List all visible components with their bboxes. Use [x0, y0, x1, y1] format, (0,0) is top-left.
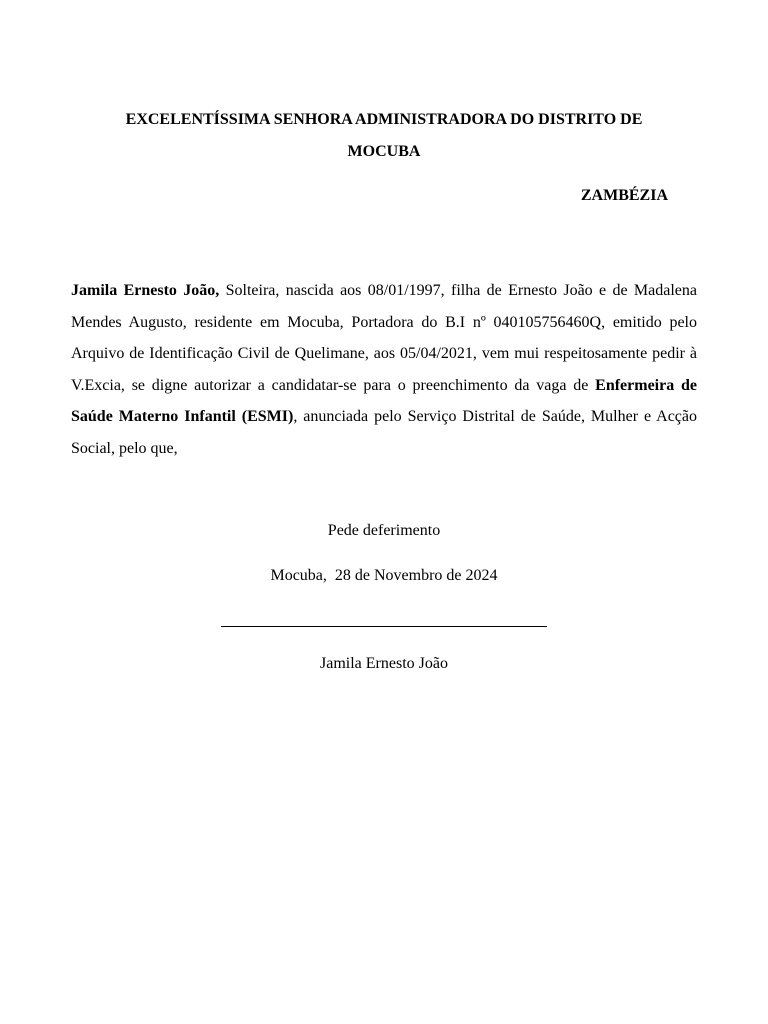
addressee-line-2: MOCUBA [347, 143, 421, 160]
signature-name: Jamila Ernesto João [320, 655, 448, 672]
province-heading: ZAMBÉZIA [580, 187, 668, 204]
applicant-name: Jamila Ernesto João, [71, 282, 220, 299]
signature-line [221, 626, 547, 627]
request-paragraph [71, 275, 697, 464]
paragraph-text-part-2: , anunciada pelo Serviço Distrital de Saúde, Mulher e Acção Social, pelo que, [71, 408, 698, 457]
request-closing: Pede deferimento [327, 522, 441, 539]
position-title: Enfermeira de Saúde Materno Infantil (ESMI) [71, 376, 698, 425]
addressee-line-1: EXCELENTÍSSIMA SENHORA ADMINISTRADORA DO DISTRITO DE [125, 111, 643, 128]
paragraph-text-part-1: Solteira, nascida aos 08/01/1997, filha de Ernesto João e de Madalena Mendes Augusto, residente em Mocuba, Portadora do B.I nº 040105756460Q, emitido pelo Arquivo de Identificação Civil de Quelimane, aos 05/04/2021, vem mui respeitosamente pedir à V.Excia, se digne autorizar a candidatar-se para o preenchimento da vaga de [71, 282, 698, 394]
place-and-date: Mocuba, 28 de Novembro de 2024 [270, 567, 498, 584]
